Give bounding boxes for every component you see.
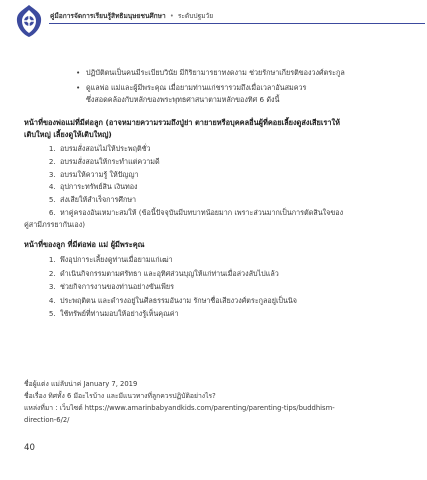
list-item: 1. พึงอุปการะเลี้ยงดูท่านเมื่อยามแก่เฒ่า [58,253,297,267]
logo-emblem-icon [14,4,44,38]
bullet-icon: • [76,68,81,77]
page-header [0,0,427,42]
list-item: 6. หาคู่ครองอันเหมาะสมให้ (ข้อนี้ปัจจุบันมีบทบาทน้อยมาก เพราะส่วนมากเป็นการตัดสินใจของ [58,207,343,220]
section-heading-children: หน้าที่ของลูก ที่มีต่อพ่อ แม่ ผู้มีพระคุณ [24,240,145,249]
author-line: ชื่อผู้แต่ง แม่ลับน่าค่ January 7, 2019 [24,380,138,388]
page-number: 40 [24,443,35,453]
list-item: 3. อบรมให้ความรู้ ให้ปัญญา [58,169,343,182]
header-rule [49,23,425,24]
section-heading-parents: หน้าที่ของพ่อแม่ที่มีต่อลูก (อาจหมายความรวมถึงปู่ย่า ตายายหรือบุคคลอื่นผู้ที่คอยเลี้ยงดูส่งเสียเราให้ [24,118,340,127]
bullet-icon: • [76,83,81,92]
bullet-text-continued: ซึ่งสอดคล้องกับหลักของพระพุทธศาสนาตามหลักของทิศ 6 ดังนี้ [86,95,280,104]
list-item: 4. อุปการะทรัพย์สิน เงินทอง [58,181,343,194]
parents-duties-list [44,143,343,220]
article-title-line: ชื่อเรื่อง ทิศทั้ง 6 มีอะไรบ้าง และมีแนวทางที่ลูกควรปฏิบัติอย่างไร? [24,392,216,400]
source-line-continued: direction-6/2/ [24,416,70,424]
list-item: 2. ดำเนินกิจกรรมตามศรัทธา และอุทิศส่วนบุญให้แก่ท่านเมื่อล่วงลับไปแล้ว [58,267,297,281]
children-duties-list [44,253,297,321]
list-item: 1. อบรมสั่งสอนไม่ให้ประพฤติชั่ว [58,143,343,156]
section-heading-parents-cont: เติบใหญ่ เลี้ยงดูให้เติบใหญ่) [24,130,112,139]
header-separator: • [169,12,174,20]
list-item: 4. ประพฤติตน และดำรงอยู่ในศีลธรรมอันงาม รักษาชื่อเสียงวงศ์ตระกูลอยู่เป็นนิจ [58,294,297,308]
header-text [50,11,213,21]
list-item: 5. ส่งเสียให้สำเร็จการศึกษา [58,194,343,207]
bullet-text: ปฏิบัติตนเป็นคนมีระเบียบวินัย มีกิริยามารยาทงดงาม ช่วยรักษาเกียรติของวงศ์ตระกูล [86,68,345,77]
list-item: 5. ใช้ทรัพย์ที่ท่านมอบให้อย่างรู้เห็นคุณค่า [58,307,297,321]
list-continuation: คู่สามีภรรยากันเอง) [24,220,86,229]
bullet-text: ดูแลพ่อ แม่และผู้มีพระคุณ เมื่อยามท่านแก่ชรารวมถึงเมื่อเวลาอันสมควร [86,83,307,92]
source-line: แหล่งที่มา : เว็บไซต์ https://www.amarinbabyandkids.com/parenting/parenting-tips/buddhism- [24,404,335,412]
level-label: ระดับปฐมวัย [177,12,214,20]
list-item: 2. อบรมสั่งสอนให้กระทำแต่ความดี [58,156,343,169]
manual-title: คู่มือการจัดการเรียนรู้สิทธิมนุษยชนศึกษา [50,12,166,20]
list-item: 3. ช่วยกิจการงานของท่านอย่างขันเพียร [58,280,297,294]
